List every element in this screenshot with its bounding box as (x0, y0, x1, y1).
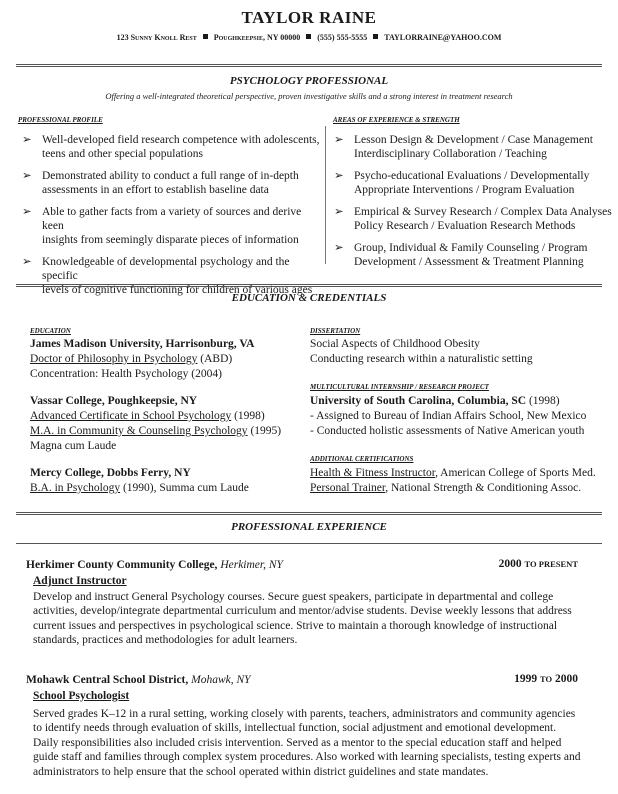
degree-line: M.A. in Community & Counseling Psychology (1995) (30, 425, 282, 437)
school-name: Vassar College, Poughkeepsie, NY (30, 395, 198, 407)
job-dates: 2000 TO PRESENT (498, 558, 578, 570)
arrow-bullet-icon: ➢ (334, 134, 344, 146)
arrow-bullet-icon: ➢ (22, 206, 32, 218)
expertise-label: AREAS OF EXPERIENCE & STRENGTH (333, 116, 460, 124)
divider (16, 284, 602, 287)
degree-line: B.A. in Psychology (1990), Summa cum Laude (30, 482, 249, 494)
list-item: ➢ Empirical & Survey Research / Complex Data Analyses Policy Research / Evaluation Research Methods (334, 206, 612, 232)
certification-item: Personal Trainer, National Strength & Conditioning Assoc. (310, 482, 582, 494)
school-name: James Madison University, Harrisonburg, VA (30, 338, 255, 350)
divider (16, 543, 602, 544)
list-item: ➢ Group, Individual & Family Counseling / Program Development / Assessment & Treatment Planning (334, 242, 588, 268)
job-description: Served grades K–12 in a rural setting, working closely with parents, teachers, administrators and community agencies to identify needs through evaluation of skills, intellectual function, social adjustment and emotional development. Daily responsibilities also included crisis intervention. Served as a mentor to the special education staff and helped guide staff and families through complex system procedures. Also worked with learning specialists, testing experts and administrators to help ensure that the school operated within district guidelines and state mandates. (33, 708, 581, 778)
job-description: Develop and instruct General Psychology courses. Secure guest speakers, participate in departmental and college activities, develop/integrate departmental curriculum and mentor/advise students. Devise weekly lessons that address current issues and perspectives in psychological science. Strive to maintain a thorough knowledge of instructional standards, practices and methodologies for adult learners. (33, 591, 572, 647)
summary-title: PSYCHOLOGY PROFESSIONAL (229, 75, 389, 87)
arrow-bullet-icon: ➢ (22, 256, 32, 268)
employer-line: Mohawk Central School District, Mohawk, NY (26, 674, 251, 686)
expertise-list (330, 133, 615, 277)
arrow-bullet-icon: ➢ (334, 206, 344, 218)
contact-address: 123 Sunny Knoll Rest (116, 33, 197, 42)
employer-line: Herkimer County Community College, Herkimer, NY (26, 559, 283, 571)
degree-line: Concentration: Health Psychology (2004) (30, 368, 222, 380)
dissertation-line: Social Aspects of Childhood Obesity (310, 338, 480, 350)
list-item: ➢ Psycho-educational Evaluations / Developmentally Appropriate Interventions / Program Evaluation (334, 170, 590, 196)
list-item: ➢ Well-developed field research competence with adolescents, teens and other special populations (22, 134, 320, 160)
list-item: ➢ Lesson Design & Development / Case Management Interdisciplinary Collaboration / Teaching (334, 134, 593, 160)
list-item: ➢ Able to gather facts from a variety of sources and derive keen insights from seemingly disparate pieces of information (22, 206, 302, 246)
candidate-name: TAYLOR RAINE (241, 8, 377, 27)
contact-phone: (555) 555-5555 (317, 33, 368, 42)
profile-list (18, 133, 323, 305)
internship-line: - Conducted holistic assessments of Native American youth (310, 425, 585, 437)
certifications-label: ADDITIONAL CERTIFICATIONS (310, 455, 414, 463)
contact-line (0, 33, 618, 42)
job-role: Adjunct Instructor (33, 575, 127, 587)
internship-line: - Assigned to Bureau of Indian Affairs School, New Mexico (310, 410, 587, 422)
arrow-bullet-icon: ➢ (22, 170, 32, 182)
job-role: School Psychologist (33, 690, 130, 702)
contact-city: Poughkeepsie, NY 00000 (213, 33, 301, 42)
degree-line: Magna cum Laude (30, 440, 117, 452)
dissertation-label: DISSERTATION (310, 327, 361, 335)
profile-label: PROFESSIONAL PROFILE (18, 116, 103, 124)
arrow-bullet-icon: ➢ (22, 134, 32, 146)
column-divider (325, 126, 326, 264)
job-dates: 1999 TO 2000 (514, 673, 578, 685)
experience-title: PROFESSIONAL EXPERIENCE (231, 521, 387, 533)
separator-square-icon (203, 34, 208, 39)
degree-line: Advanced Certificate in School Psychology (1998) (30, 410, 265, 422)
certification-item: Health & Fitness Instructor, American College of Sports Med. (310, 467, 596, 479)
school-name: Mercy College, Dobbs Ferry, NY (30, 467, 191, 479)
dissertation-line: Conducting research within a naturalistic setting (310, 353, 533, 365)
summary-tagline: Offering a well-integrated theoretical perspective, proven investigative skills and a strong interest in treatment research (105, 91, 513, 101)
internship-label: MULTICULTURAL INTERNSHIP / RESEARCH PROJECT (310, 383, 489, 391)
list-item: ➢ Knowledgeable of developmental psychology and the specific levels of cognitive functioning for children of various ages (22, 256, 313, 296)
internship-school: University of South Carolina, Columbia, SC (1998) (310, 395, 560, 407)
divider (16, 512, 602, 515)
divider (16, 64, 602, 67)
list-item: ➢ Demonstrated ability to conduct a full range of in-depth assessments in an effort to establish baseline data (22, 170, 299, 196)
education-label: EDUCATION (30, 327, 71, 335)
separator-square-icon (373, 34, 378, 39)
contact-email: TAYLORRAINE@YAHOO.COM (384, 33, 502, 42)
arrow-bullet-icon: ➢ (334, 242, 344, 254)
education-title: EDUCATION & CREDENTIALS (231, 292, 387, 304)
arrow-bullet-icon: ➢ (334, 170, 344, 182)
degree-line: Doctor of Philosophy in Psychology (ABD) (30, 353, 233, 365)
separator-square-icon (306, 34, 311, 39)
